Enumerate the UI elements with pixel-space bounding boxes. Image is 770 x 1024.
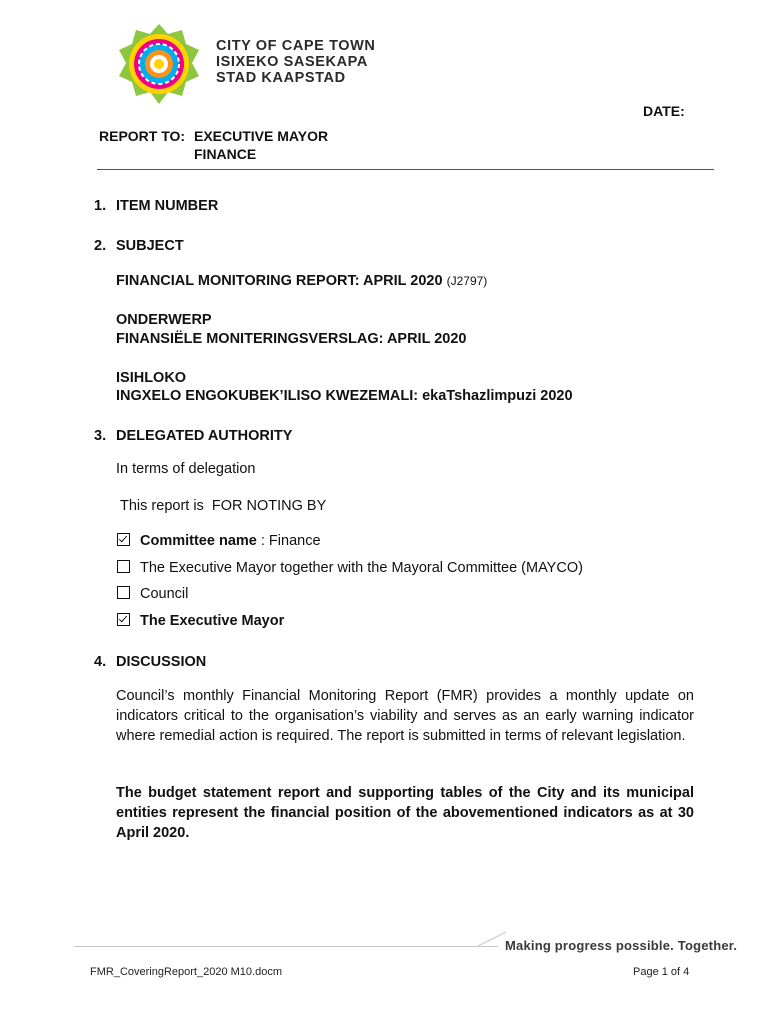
- report-to-block: [99, 127, 328, 163]
- checkbox-unchecked-icon[interactable]: [117, 586, 130, 599]
- footer-filename: FMR_CoveringReport_2020 M10.docm: [90, 966, 282, 978]
- subject-xhosa-label: ISIHLOKO: [116, 370, 187, 386]
- option-mayco: [117, 560, 583, 576]
- discussion-paragraph-2: The budget statement report and supporting tables of the City and its municipal entities represent the financial position of the abovementioned indicators as at 30 April 2020.: [116, 785, 694, 841]
- header-divider: [97, 169, 714, 170]
- section-title: SUBJECT: [116, 238, 184, 254]
- section-3-heading: [94, 428, 292, 444]
- delegation-intro: In terms of delegation: [116, 461, 256, 477]
- discussion-paragraph-1: Council’s monthly Financial Monitoring Report (FMR) provides a monthly update on indicators critical to the organisation’s viability and serves as an early warning indicator where remedial action is required. The report is submitted in terms of relevant legislation.: [116, 688, 694, 744]
- subject-afrikaans-label: ONDERWERP: [116, 312, 212, 328]
- org-name-line: CITY OF CAPE TOWN: [216, 38, 376, 54]
- footer-swoosh-icon: [478, 930, 508, 948]
- section-number: 1.: [94, 198, 107, 214]
- footer-page-number: Page 1 of 4: [633, 966, 690, 978]
- checkbox-checked-icon[interactable]: [117, 613, 130, 626]
- report-to-line: EXECUTIVE MAYOR: [194, 128, 329, 144]
- section-title: DISCUSSION: [116, 654, 207, 670]
- section-number: 2.: [94, 238, 107, 254]
- subject-english: [116, 273, 487, 289]
- section-number: 4.: [94, 654, 107, 670]
- subject-code: (J2797): [446, 274, 488, 288]
- org-name-line: STAD KAAPSTAD: [216, 70, 346, 86]
- option-suffix: : Finance: [256, 533, 321, 549]
- section-title: DELEGATED AUTHORITY: [116, 428, 293, 444]
- section-4-heading: [94, 654, 206, 670]
- org-name-line: ISIXEKO SASEKAPA: [216, 54, 368, 70]
- subject-english-text: FINANCIAL MONITORING REPORT: APRIL 2020: [116, 273, 443, 289]
- section-title: ITEM NUMBER: [116, 198, 219, 214]
- checkbox-unchecked-icon[interactable]: [117, 560, 130, 573]
- section-1-heading: [94, 198, 218, 214]
- checkbox-checked-icon[interactable]: [117, 533, 130, 546]
- option-label: The Executive Mayor together with the Mayoral Committee (MAYCO): [140, 560, 583, 576]
- subject-xhosa: INGXELO ENGOKUBEK’ILISO KWEZEMALI: ekaTshazlimpuzi 2020: [116, 388, 573, 404]
- section-2-heading: [94, 238, 184, 254]
- footer-divider: [74, 946, 498, 947]
- subject-afrikaans: FINANSIËLE MONITERINGSVERSLAG: APRIL 2020: [116, 331, 467, 347]
- date-label: DATE:: [643, 103, 685, 119]
- noting-statement: This report is FOR NOTING BY: [120, 498, 327, 514]
- option-label: Council: [140, 586, 189, 602]
- section-number: 3.: [94, 428, 107, 444]
- organisation-name: [216, 38, 376, 86]
- report-to-line: FINANCE: [194, 146, 257, 162]
- footer-tagline: Making progress possible. Together.: [505, 938, 738, 953]
- city-logo: [116, 22, 202, 108]
- report-to-label: REPORT TO:: [99, 128, 186, 144]
- option-executive-mayor: [117, 613, 284, 629]
- option-council: [117, 586, 188, 602]
- option-committee: [117, 533, 321, 549]
- option-label: The Executive Mayor: [140, 613, 285, 629]
- option-label: Committee name: [140, 533, 257, 549]
